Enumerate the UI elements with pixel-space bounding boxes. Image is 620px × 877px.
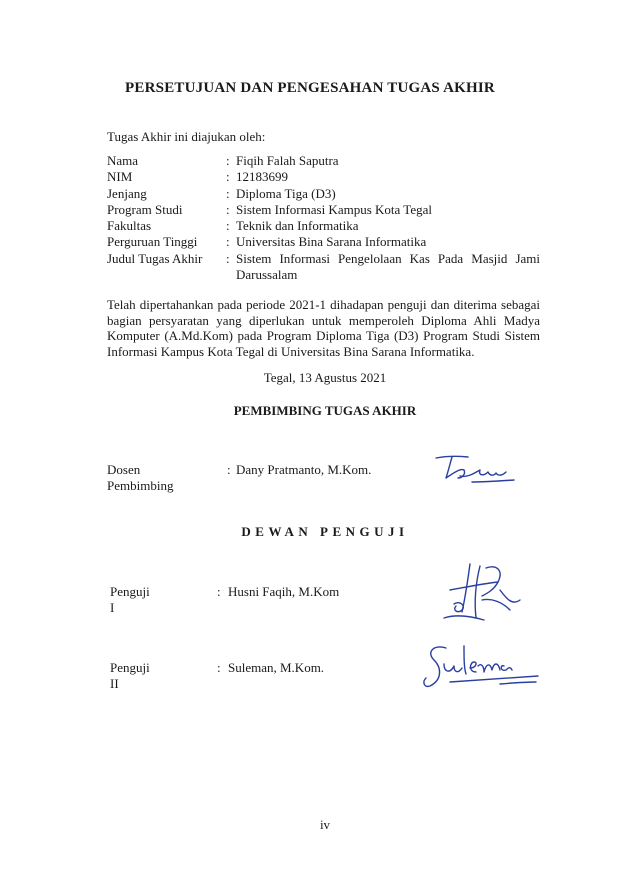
supervisor-label: Dosen Pembimbing (107, 462, 174, 493)
field-colon: : (226, 201, 230, 217)
field-colon: : (226, 169, 230, 185)
field-label: Nama (107, 153, 139, 168)
examiner-label: Penguji II (110, 660, 150, 691)
statement-paragraph: Telah dipertahankan pada periode 2021-1 dihadapan penguji dan diterima sebagai bagian persyaratan yang diperlukan untuk memperoleh Diploma Ahli Madya Komputer (A.Md.Kom) pada Program Diploma Tiga (D3) Program Studi Sistem Informasi Kampus Kota Tegal di Universitas Bina Sarana Informatika. (107, 297, 540, 359)
examiner-2-signature (420, 640, 545, 692)
approval-date: Tegal, 13 Agustus 2021 (263, 370, 387, 385)
info-row-nama (107, 153, 540, 169)
field-value: Universitas Bina Sarana Informatika (236, 234, 427, 250)
info-row-nim (107, 169, 540, 185)
field-label: Perguruan Tinggi (107, 234, 198, 250)
examiner-colon: : (217, 584, 221, 599)
page-title: PERSETUJUAN DAN PENGESAHAN TUGAS AKHIR (125, 80, 495, 96)
page-number: iv (319, 817, 331, 832)
examiner-1-signature (440, 560, 530, 628)
info-row-jenjang (107, 186, 540, 202)
field-label: Judul Tugas Akhir (107, 250, 203, 266)
field-colon: : (226, 185, 230, 201)
intro-text: Tugas Akhir ini diajukan oleh: (107, 129, 266, 144)
field-value: 12183699 (236, 169, 288, 185)
supervisor-name: Dany Pratmanto, M.Kom. (236, 462, 372, 477)
supervisor-colon: : (227, 462, 231, 477)
info-row-program-studi (107, 202, 540, 218)
field-label: NIM (107, 169, 133, 185)
supervisor-heading: PEMBIMBING TUGAS AKHIR (233, 403, 417, 418)
field-colon: : (226, 153, 230, 168)
field-colon: : (226, 234, 230, 250)
board-heading: DEWAN PENGUJI (241, 524, 409, 539)
info-row-judul (107, 251, 540, 284)
examiner-name: Suleman, M.Kom. (228, 660, 325, 675)
supervisor-signature (432, 448, 522, 490)
examiner-label: Penguji I (110, 584, 150, 615)
info-row-perguruan-tinggi (107, 234, 540, 250)
info-row-fakultas (107, 218, 540, 234)
field-value: Fiqih Falah Saputra (236, 153, 339, 168)
field-value: Sistem Informasi Pengelolaan Kas Pada Masjid Jami Darussalam (236, 250, 540, 283)
field-value: Sistem Informasi Kampus Kota Tegal (236, 201, 432, 217)
field-colon: : (226, 250, 230, 266)
field-value: Diploma Tiga (D3) (236, 185, 336, 201)
field-label: Fakultas (107, 218, 152, 234)
field-label: Program Studi (107, 201, 183, 217)
field-value: Teknik dan Informatika (236, 218, 359, 234)
field-label: Jenjang (107, 185, 147, 201)
student-info-table (107, 153, 540, 283)
examiner-colon: : (217, 660, 221, 675)
field-colon: : (226, 218, 230, 234)
examiner-name: Husni Faqih, M.Kom (228, 584, 340, 599)
